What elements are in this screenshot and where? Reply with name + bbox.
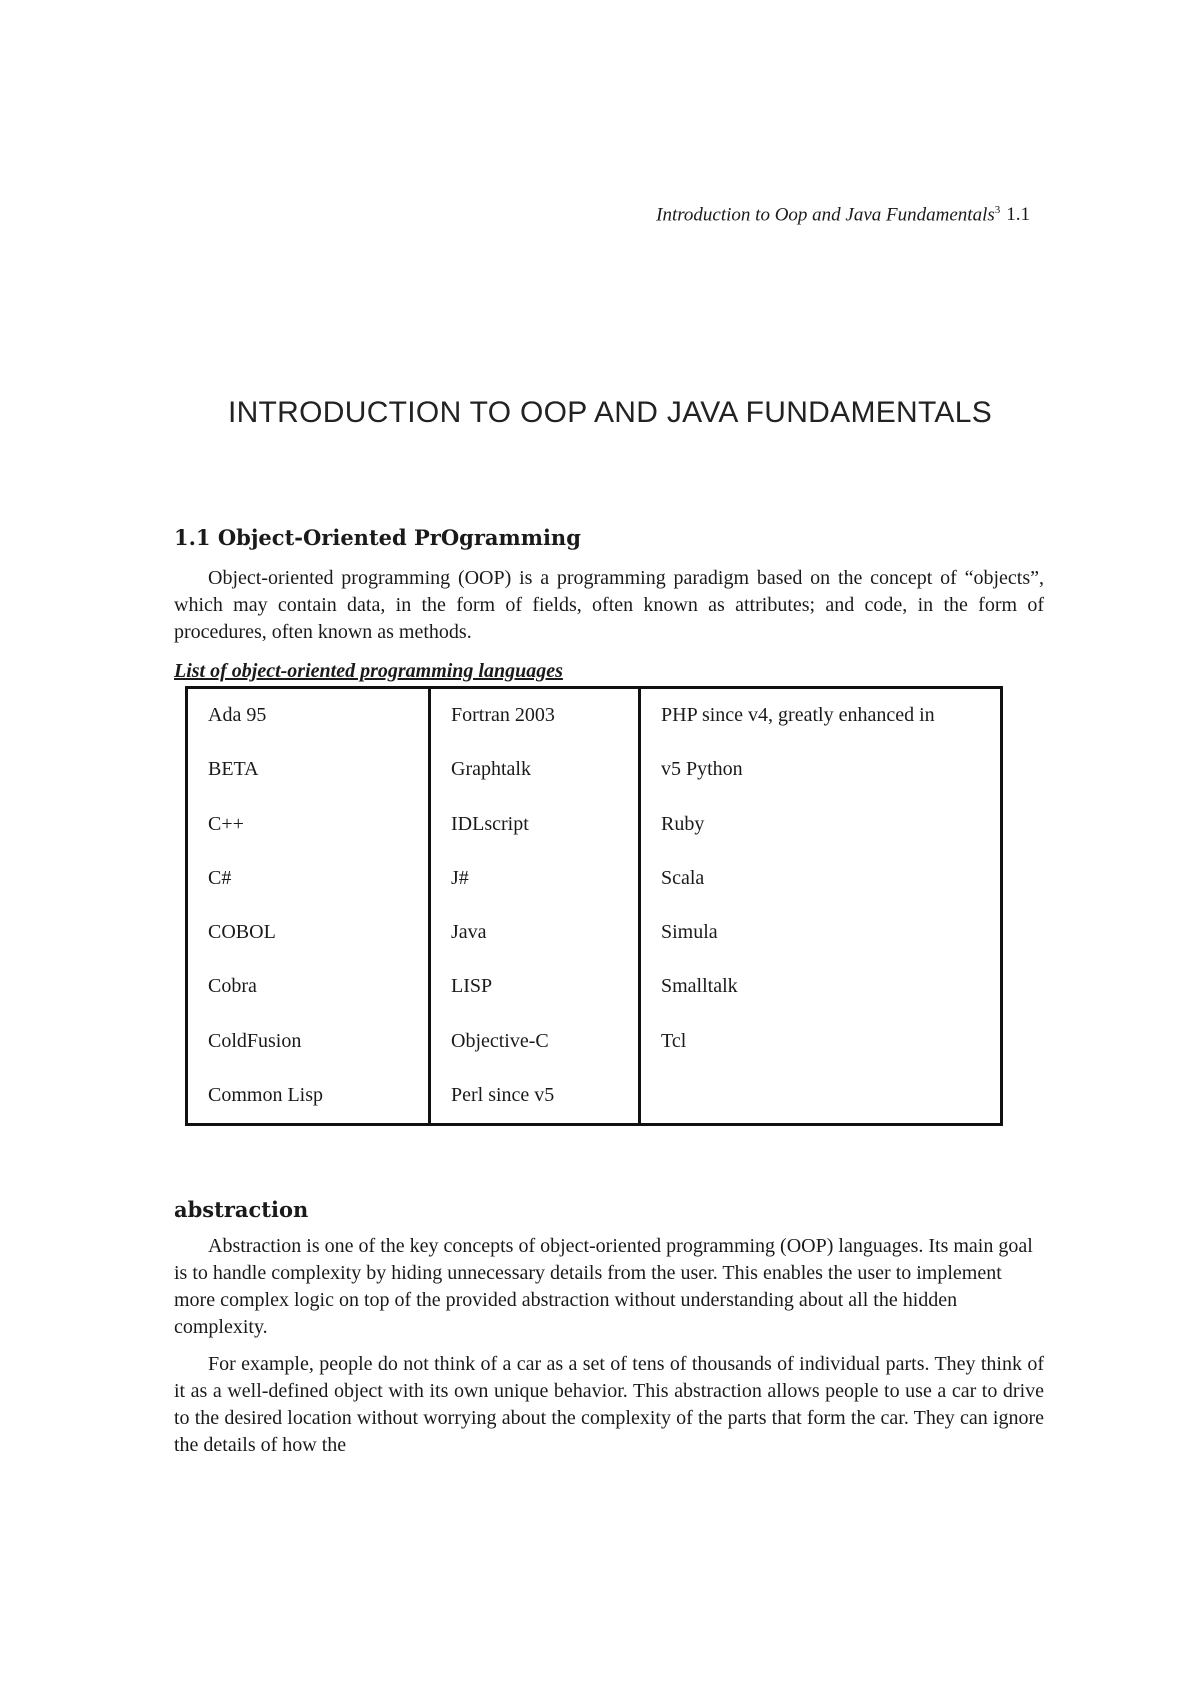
language-cell: Perl since v5 [451,1084,555,1107]
languages-column-2 [428,689,638,1123]
language-cell: Ruby [661,812,705,835]
language-cell: Scala [661,866,705,889]
language-cell: COBOL [208,921,276,944]
language-cell: Ada 95 [208,704,267,726]
language-cell: C# [208,866,232,889]
language-cell: J# [451,866,469,889]
running-header-title: Introduction to Oop and Java Fundamentals [656,204,995,226]
running-header-superscript: 3 [994,204,1001,216]
language-cell: Fortran 2003 [451,704,555,726]
chapter-title: INTRODUCTION TO OOP AND JAVA FUNDAMENTALS [227,396,993,429]
language-cell: PHP since v4, greatly enhanced in [661,704,935,726]
languages-column-1 [188,689,428,1123]
language-cell: Tcl [661,1029,687,1052]
language-cell: Smalltalk [661,975,738,998]
language-cell: BETA [208,758,259,781]
language-cell: LISP [451,975,493,998]
language-cell: Java [451,921,487,944]
section-heading-oop: 1.1 Object-Oriented PrOgramming [174,525,581,550]
language-cell: v5 Python [661,758,743,781]
language-cell: Simula [661,921,718,944]
language-cell: Graphtalk [451,758,531,781]
language-cell: Cobra [208,975,257,998]
language-cell: IDLscript [451,812,529,835]
language-cell: Objective-C [451,1029,549,1052]
language-cell: ColdFusion [208,1029,302,1052]
language-cell: C++ [208,812,244,835]
abstraction-paragraph-1: Abstraction is one of the key concepts of object-oriented programming (OOP) languages. Its main goal is to handle complexity by hiding unnecessary details from the user. This enables the user to implement more complex logic on top of the provided abstraction without understanding about all the hidden complexity. [174,1235,1033,1338]
table-caption: List of object-oriented programming languages [174,660,563,682]
abstraction-paragraph-2: For example, people do not think of a car as a set of tens of thousands of individual parts. They think of it as a well-defined object with its own unique behavior. This abstraction allows people to use a car to drive to the desired location without worrying about the complexity of the parts that form the car. They can ignore the details of how the [174,1353,1044,1456]
running-header [560,204,1030,226]
page-number: 1.1 [1006,204,1030,226]
languages-table [185,686,1003,1126]
languages-column-3 [638,689,1000,1123]
language-cell: Common Lisp [208,1084,324,1107]
oop-definition-paragraph: Object-oriented programming (OOP) is a programming paradigm based on the concept of “objects”, which may contain data, in the form of fields, often known as attributes; and code, in the form of procedures, often known as methods. [174,567,1044,643]
section-heading-abstraction: abstraction [174,1197,309,1222]
